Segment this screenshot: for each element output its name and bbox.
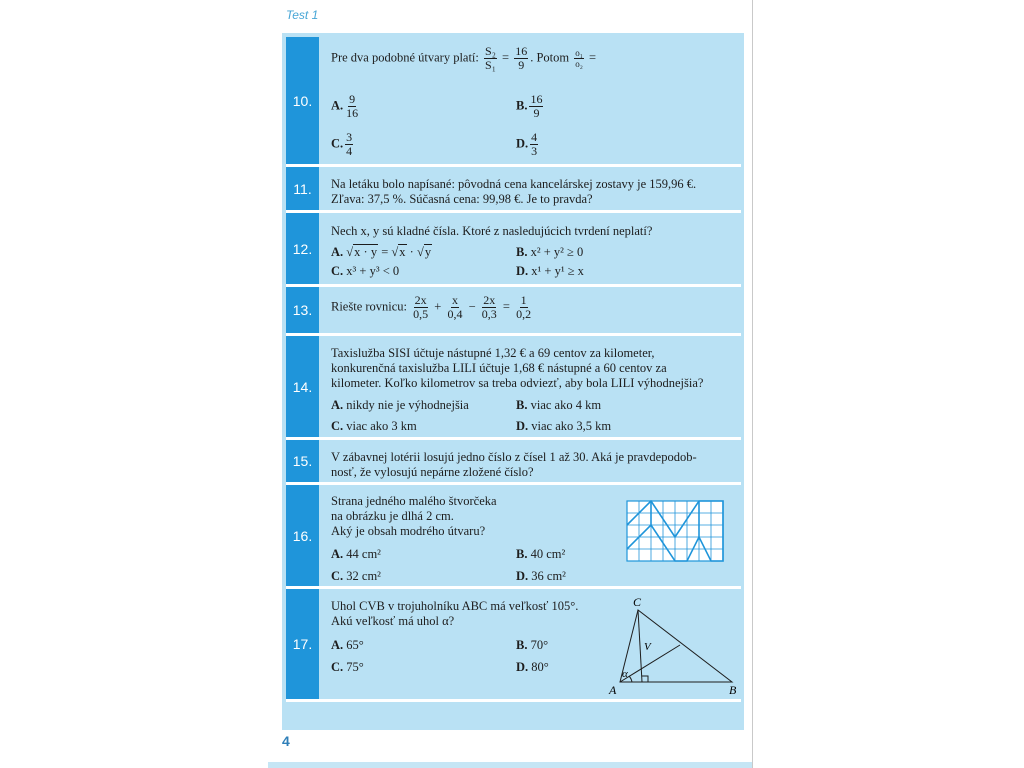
label-v: V bbox=[644, 641, 651, 653]
question-number-12: 12. bbox=[286, 213, 319, 287]
q17-option-d[interactable]: D. 80° bbox=[516, 660, 549, 674]
question-number-13: 13. bbox=[286, 287, 319, 336]
q16-grid-figure bbox=[626, 500, 726, 568]
q12-option-d[interactable]: D. x¹ + y¹ ≥ x bbox=[516, 264, 584, 278]
q17-line-2: Akú veľkosť má uhol α? bbox=[331, 614, 455, 628]
q17-option-b[interactable]: B. 70° bbox=[516, 638, 549, 652]
q14-option-a[interactable]: A. nikdy nie je výhodnejšia bbox=[331, 398, 469, 412]
q10-option-a[interactable]: A. $\frac{9}{16}$ bbox=[331, 92, 359, 120]
question-number-15: 15. bbox=[286, 440, 319, 485]
test-label: Test 1 bbox=[286, 8, 319, 22]
q15-line-2: nosť, že vylosujú nepárne zložené číslo? bbox=[331, 465, 534, 479]
question-number-14: 14. bbox=[286, 336, 319, 440]
q12-option-a[interactable]: A. √x · y = √x · √y bbox=[331, 245, 432, 259]
label-c: C bbox=[633, 596, 642, 609]
question-number-17: 17. bbox=[286, 589, 319, 702]
q12-stem: Nech x, y sú kladné čísla. Ktoré z nasledujúcich tvrdení neplatí? bbox=[331, 224, 653, 238]
q17-triangle-figure bbox=[600, 596, 742, 696]
q14-line-1: Taxislužba SISI účtuje nástupné 1,32 € a 69 centov za kilometer, bbox=[331, 346, 655, 360]
label-b: B bbox=[729, 683, 737, 696]
q16-line-2: na obrázku je dlhá 2 cm. bbox=[331, 509, 454, 523]
q10-option-c[interactable]: C. $\frac{3}{4}$ bbox=[331, 130, 353, 158]
q14-option-c[interactable]: C. viac ako 3 km bbox=[331, 419, 417, 433]
q10-stem: Pre dva podobné útvary platí: $\frac{\text{S₂}}{\text{S₁}}$ = $\frac{16}{9}$ . Potom $\frac{\text{o₁}}{\text{o₂}}$ = bbox=[331, 44, 597, 72]
question-number-16: 16. bbox=[286, 485, 319, 589]
q16-option-c[interactable]: C. 32 cm² bbox=[331, 569, 381, 583]
q17-line-1: Uhol CVB v trojuholníku ABC má veľkosť 105°. bbox=[331, 599, 579, 613]
q16-option-b[interactable]: B. 40 cm² bbox=[516, 547, 566, 561]
q16-option-d[interactable]: D. 36 cm² bbox=[516, 569, 566, 583]
q17-option-c[interactable]: C. 75° bbox=[331, 660, 364, 674]
q14-option-d[interactable]: D. viac ako 3,5 km bbox=[516, 419, 612, 433]
q15-line-1: V zábavnej lotérii losujú jedno číslo z čísel 1 až 30. Aká je pravdepodob- bbox=[331, 450, 697, 464]
label-a: A bbox=[609, 683, 617, 696]
q12-option-c[interactable]: C. x³ + y³ < 0 bbox=[331, 264, 400, 278]
q14-line-2: konkurenčná taxislužba LILI účtuje 1,68 € nástupné a 60 centov za bbox=[331, 361, 667, 375]
q13-equation: Riešte rovnicu: $\frac{2x}{0,5}$ + $\frac{x}{0,4}$ − $\frac{2x}{0,3}$ = $\frac{1}{0,2}$ bbox=[331, 293, 532, 321]
q12-option-b[interactable]: B. x² + y² ≥ 0 bbox=[516, 245, 584, 259]
q11-line-1: Na letáku bolo napísané: pôvodná cena kancelárskej zostavy je 159,96 €. bbox=[331, 177, 697, 191]
q16-line-3: Aký je obsah modrého útvaru? bbox=[331, 524, 486, 538]
q14-option-b[interactable]: B. viac ako 4 km bbox=[516, 398, 602, 412]
q14-line-3: kilometer. Koľko kilometrov sa treba odviezť, aby bola LILI výhodnejšia? bbox=[331, 376, 704, 390]
label-alpha: α bbox=[622, 668, 628, 680]
question-number-11: 11. bbox=[286, 167, 319, 213]
q10-option-d[interactable]: D. $\frac{4}{3}$ bbox=[516, 130, 538, 158]
question-number-10: 10. bbox=[286, 37, 319, 167]
bottom-color-strip bbox=[268, 762, 752, 768]
q16-line-1: Strana jedného malého štvorčeka bbox=[331, 494, 497, 508]
q10-option-b[interactable]: B. $\frac{16}{9}$ bbox=[516, 92, 543, 120]
q16-option-a[interactable]: A. 44 cm² bbox=[331, 547, 381, 561]
q11-line-2: Zľava: 37,5 %. Súčasná cena: 99,98 €. Je to pravda? bbox=[331, 192, 593, 206]
q17-option-a[interactable]: A. 65° bbox=[331, 638, 364, 652]
page-edge-rule bbox=[752, 0, 753, 768]
page-number: 4 bbox=[282, 733, 290, 749]
